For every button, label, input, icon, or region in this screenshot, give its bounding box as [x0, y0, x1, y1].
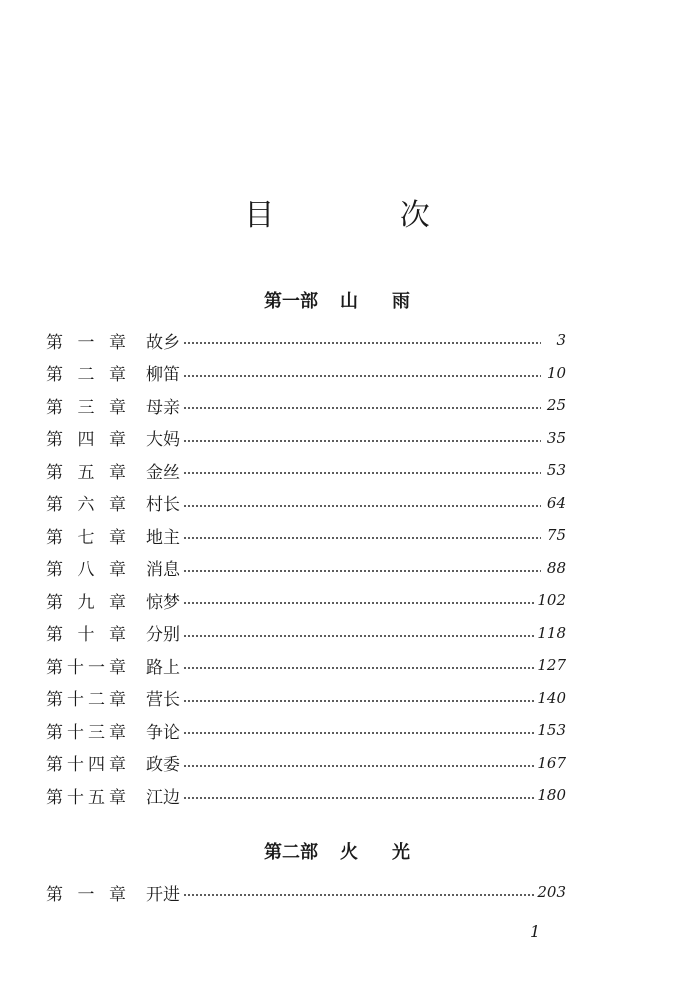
dot-leader	[183, 505, 541, 507]
dot-leader	[183, 602, 534, 604]
toc-entry	[46, 487, 566, 520]
chapter-title: 政委	[146, 755, 180, 776]
dot-leader	[183, 375, 541, 377]
toc-entry	[46, 779, 566, 812]
part-label: 第一部	[264, 291, 318, 312]
chapter-title: 争论	[146, 722, 180, 743]
chapter-number: 第 九 章	[46, 592, 126, 613]
toc-entry	[46, 324, 566, 357]
chapter-number: 第 一 章	[46, 884, 126, 905]
chapter-number: 第 十 章	[46, 625, 126, 646]
chapter-title: 分别	[146, 625, 180, 646]
page-ref: 153	[537, 721, 566, 740]
dot-leader	[183, 440, 541, 442]
chapter-number: 第 一 章	[46, 332, 126, 353]
chapter-number: 第 四 章	[46, 430, 126, 451]
chapter-number: 第 七 章	[46, 527, 126, 548]
part-heading-2	[0, 838, 674, 864]
chapter-title: 故乡	[146, 332, 180, 353]
chapter-title: 柳笛	[146, 365, 180, 386]
chapter-title: 江边	[146, 787, 180, 808]
dot-leader	[183, 472, 541, 474]
chapter-number: 第 五 章	[46, 462, 126, 483]
toc-list-part-2	[46, 876, 566, 909]
page-ref: 102	[537, 591, 566, 610]
part-name-char: 光	[392, 842, 410, 863]
page-ref: 75	[546, 526, 566, 545]
toc-entry	[46, 357, 566, 390]
page-ref: 180	[537, 786, 566, 805]
toc-entry	[46, 714, 566, 747]
dot-leader	[183, 537, 541, 539]
toc-entry	[46, 584, 566, 617]
toc-entry	[46, 422, 566, 455]
dot-leader	[183, 667, 534, 669]
chapter-title: 金丝	[146, 462, 180, 483]
toc-entry	[46, 649, 566, 682]
chapter-number: 第 十 三 章	[46, 722, 126, 743]
dot-leader	[183, 635, 534, 637]
chapter-title: 营长	[146, 690, 180, 711]
page-ref: 35	[546, 428, 566, 447]
page-ref: 10	[546, 363, 566, 382]
chapter-title: 大妈	[146, 430, 180, 451]
toc-entry	[46, 617, 566, 650]
dot-leader	[183, 407, 541, 409]
toc-entry	[46, 519, 566, 552]
dot-leader	[183, 700, 534, 702]
page-ref: 3	[556, 331, 566, 350]
toc-entry	[46, 747, 566, 780]
dot-leader	[183, 570, 541, 572]
chapter-title: 地主	[146, 527, 180, 548]
toc-entry	[46, 682, 566, 715]
page-ref: 203	[537, 883, 566, 902]
toc-entry	[46, 454, 566, 487]
dot-leader	[183, 894, 534, 896]
part-name-char: 火	[340, 842, 358, 863]
part-heading-1	[0, 287, 674, 313]
part-name-char: 山	[340, 291, 358, 312]
page-ref: 64	[546, 493, 566, 512]
dot-leader	[183, 765, 534, 767]
page-number: 1	[530, 922, 541, 941]
page-ref: 88	[546, 558, 566, 577]
chapter-title: 消息	[146, 560, 180, 581]
chapter-number: 第 八 章	[46, 560, 126, 581]
chapter-number: 第 十 五 章	[46, 787, 126, 808]
page-ref: 118	[537, 623, 566, 642]
dot-leader	[183, 797, 534, 799]
chapter-title: 路上	[146, 657, 180, 678]
toc-list-part-1	[46, 324, 566, 812]
chapter-number: 第 十 一 章	[46, 657, 126, 678]
toc-entry	[46, 876, 566, 909]
chapter-number: 第 三 章	[46, 397, 126, 418]
toc-entry	[46, 552, 566, 585]
chapter-title: 村长	[146, 495, 180, 516]
dot-leader	[183, 342, 541, 344]
page-ref: 167	[537, 753, 566, 772]
chapter-title: 母亲	[146, 397, 180, 418]
chapter-number: 第 十 二 章	[46, 690, 126, 711]
page-ref: 140	[537, 688, 566, 707]
part-label: 第二部	[264, 842, 318, 863]
chapter-number: 第 十 四 章	[46, 755, 126, 776]
toc-entry	[46, 389, 566, 422]
chapter-number: 第 二 章	[46, 365, 126, 386]
page-ref: 25	[546, 396, 566, 415]
page-ref: 127	[537, 656, 566, 675]
dot-leader	[183, 732, 534, 734]
page-title: 目 次	[244, 198, 488, 233]
chapter-title: 惊梦	[146, 592, 180, 613]
page-ref: 53	[546, 461, 566, 480]
part-name-char: 雨	[392, 291, 410, 312]
chapter-number: 第 六 章	[46, 495, 126, 516]
chapter-title: 开进	[146, 884, 180, 905]
